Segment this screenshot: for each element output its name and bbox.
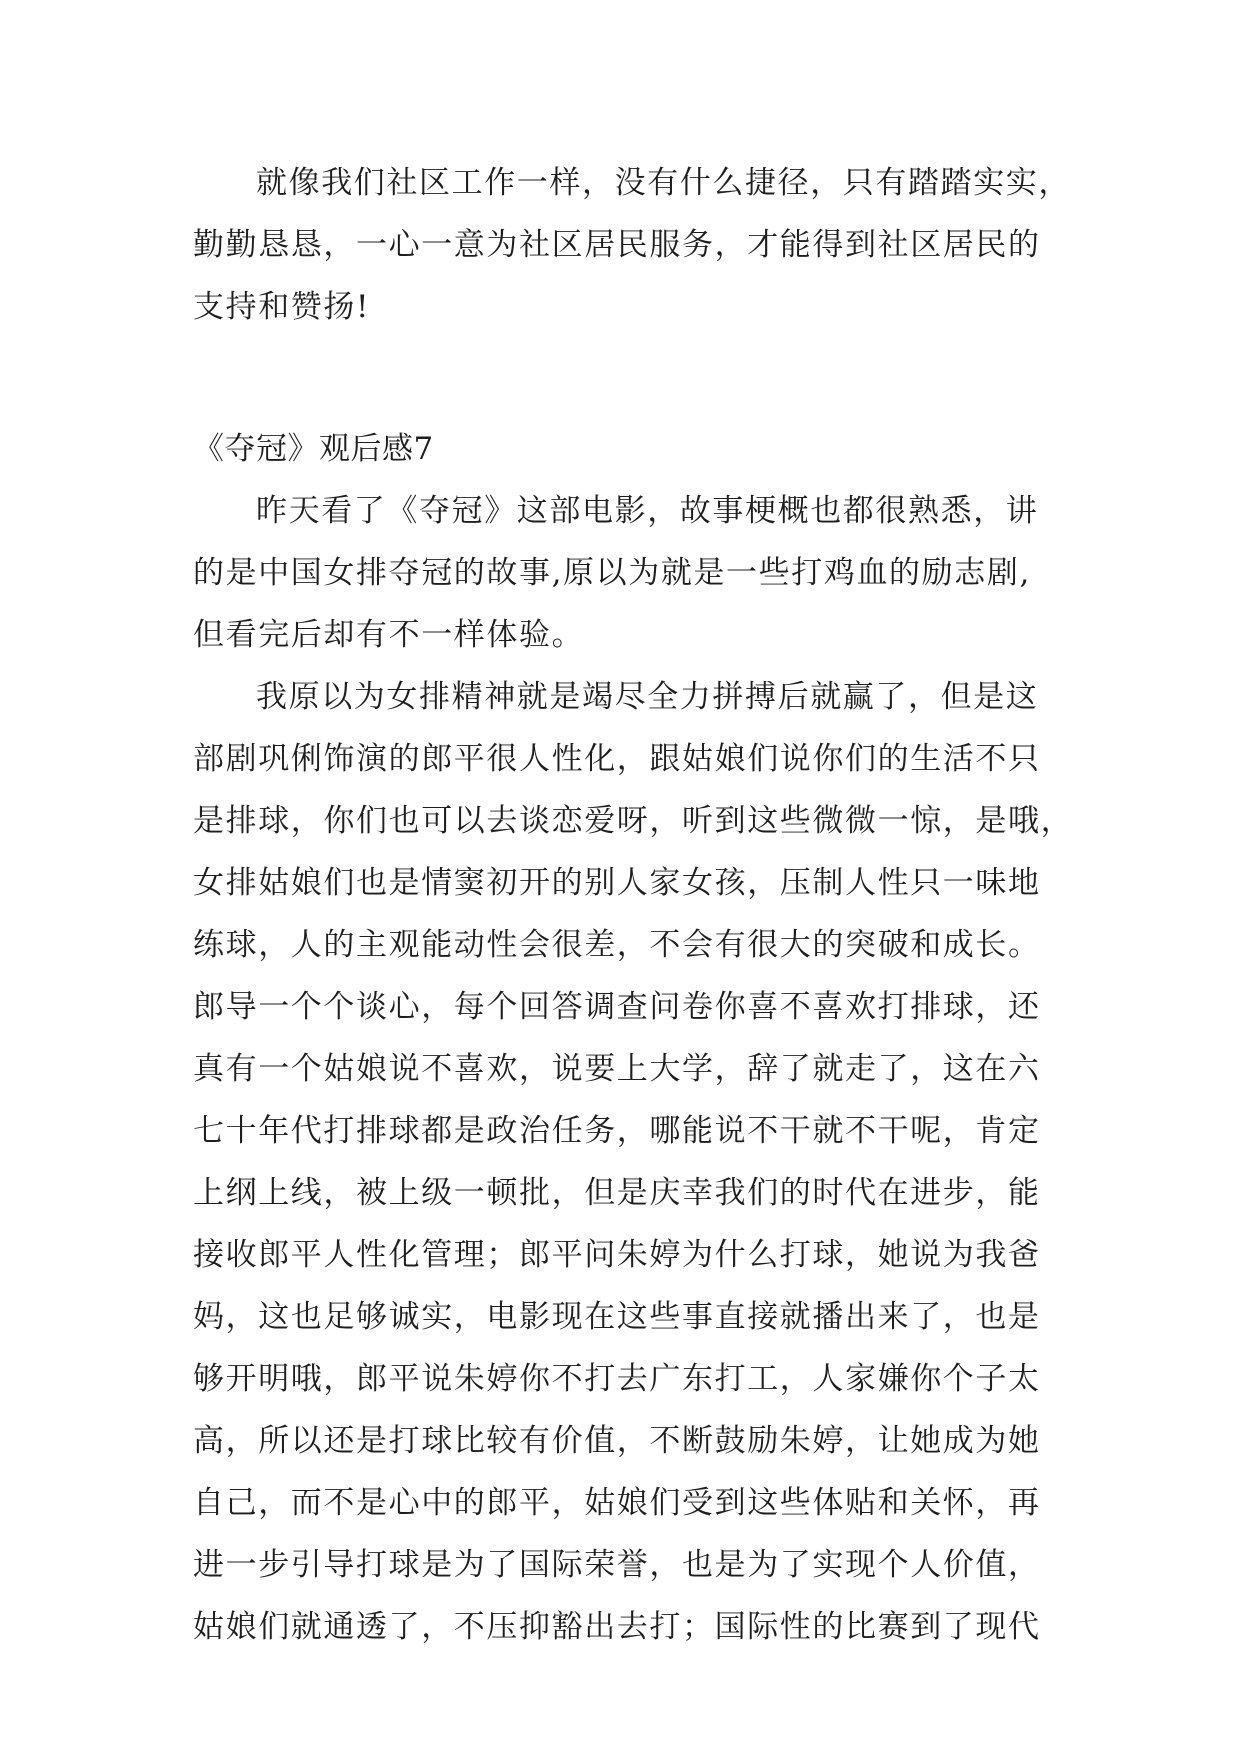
text-line: 自己，而不是心中的郎平，姑娘们受到这些体贴和关怀，再 bbox=[193, 1485, 1041, 1521]
text-line: 上纲上线，被上级一顿批，但是庆幸我们的时代在进步，能 bbox=[193, 1175, 1041, 1211]
text-line: 的是中国女排夺冠的故事,原以为就是一些打鸡血的励志剧, bbox=[193, 555, 1031, 591]
text-line: 高，所以还是打球比较有价值，不断鼓励朱婷，让她成为她 bbox=[193, 1423, 1041, 1459]
text-line: 接收郎平人性化管理；郎平问朱婷为什么打球，她说为我爸 bbox=[193, 1237, 1041, 1273]
text-line: 部剧巩俐饰演的郎平很人性化，跟姑娘们说你们的生活不只 bbox=[193, 741, 1041, 777]
section-title: 《夺冠》观后感7 bbox=[193, 431, 434, 467]
paragraph-spacer bbox=[193, 338, 1061, 418]
paragraph-2 bbox=[193, 480, 1061, 666]
text-line: 就像我们社区工作一样，没有什么捷径，只有踏踏实实， bbox=[256, 165, 1071, 201]
text-line: 但看完后却有不一样体验。 bbox=[193, 617, 585, 653]
text-line: 勤勤恳恳，一心一意为社区居民服务，才能得到社区居民的 bbox=[193, 227, 1041, 263]
text-line: 练球，人的主观能动性会很差，不会有很大的突破和成长。 bbox=[193, 927, 1041, 963]
text-line: 真有一个姑娘说不喜欢，说要上大学，辞了就走了，这在六 bbox=[193, 1051, 1041, 1087]
text-line: 妈，这也足够诚实，电影现在这些事直接就播出来了，也是 bbox=[193, 1299, 1041, 1335]
text-line: 支持和赞扬! bbox=[193, 289, 371, 325]
text-line: 够开明哦，郎平说朱婷你不打去广东打工，人家嫌你个子太 bbox=[193, 1361, 1041, 1397]
text-line: 姑娘们就通透了，不压抑豁出去打；国际性的比赛到了现代 bbox=[193, 1609, 1041, 1645]
document-body bbox=[193, 152, 1074, 1658]
paragraph-3 bbox=[193, 666, 1074, 1658]
text-line: 七十年代打排球都是政治任务，哪能说不干就不干呢，肯定 bbox=[193, 1113, 1041, 1149]
text-line: 昨天看了《夺冠》这部电影，故事梗概也都很熟悉，讲 bbox=[256, 493, 1039, 529]
text-line: 我原以为女排精神就是竭尽全力拼搏后就赢了，但是这 bbox=[256, 679, 1039, 715]
text-line: 进一步引导打球是为了国际荣誉，也是为了实现个人价值， bbox=[193, 1547, 1041, 1583]
paragraph-1 bbox=[193, 152, 1071, 338]
text-line: 是排球，你们也可以去谈恋爱呀，听到这些微微一惊，是哦， bbox=[193, 803, 1074, 839]
text-line: 女排姑娘们也是情窦初开的别人家女孩，压制人性只一味地 bbox=[193, 865, 1041, 901]
text-line: 郎导一个个谈心，每个回答调查问卷你喜不喜欢打排球，还 bbox=[193, 989, 1041, 1025]
